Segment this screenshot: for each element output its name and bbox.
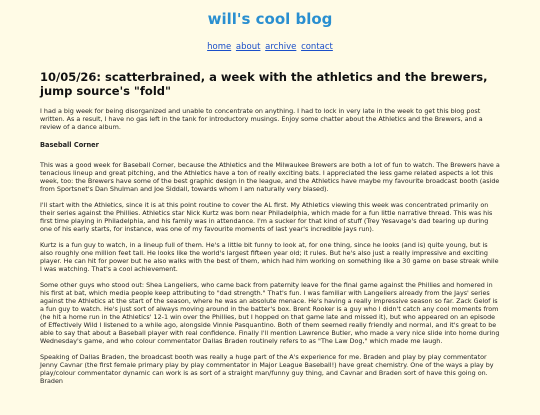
main-nav	[40, 42, 500, 53]
post-title: 10/05/26: scatterbrained, a week with the athletics and the brewers, jump source's "fold"	[40, 70, 488, 98]
post-paragraph-1: This was a good week for Baseball Corner, because the Athletics and the Milwaukee Brewers are both a lot of fun to watch. The Brewers have a tenacious lineup and great pitching, and the Athletics have a ton of really exciting bats. I appreciated the less game related aspects a lot this week, too: the Brewers have some of the best graphic design in the league, and the Athletics have maybe my favourite broadcast booth (aside from Sportsnet's Dan Shulman and Joe Siddall, towards whom I am naturally very biased).	[40, 161, 500, 193]
site-title[interactable]: will's cool blog	[207, 10, 333, 28]
post-paragraph-2: I'll start with the Athletics, since it is at this point routine to cover the AL first. My Athletics viewing this week was concentrated primarily on their series against the Phillies. Athletics star Nick Kurtz was born near Philadelphia, which made for a fun little narrative thread. This was his first time playing in Philadelphia, and his family was in attendance. I'm a sucker for that kind of stuff (Trey Yesavage's dad tearing up during one of his early starts, for instance, was one of my favourite moments of last year's incredible Jays run).	[40, 201, 493, 233]
nav-link-home[interactable]: home	[207, 42, 232, 52]
post-paragraph-5: Speaking of Dallas Braden, the broadcast booth was really a huge part of the A's experience for me. Braden and play by play commentator Jenny Cavnar (the first female primary play by play commentator in Major League Baseball!) have great chemistry. One of the ways a play by play/colour commentator dynamic can work is as sort of a straight man/funny guy thing, and Cavnar and Braden sort of have this going on. Braden	[40, 353, 494, 385]
post-paragraph-4: Some other guys who stood out: Shea Langeliers, who came back from paternity leave for the final game against the Phillies and homered in his first at bat, which media people keep attributing to "dad strength." That's fun. I was familiar with Langeliers already from the Jays' series against the Athletics at the start of the season, where he was an absolute menace. He's having a really impressive season so far. Zack Gelof is a fun guy to watch. He's just sort of always moving around in the batter's box. Brent Rooker is a guy who I didn't catch any cool moments from (he hit a home run in the Athletics' 12-1 win over the Phillies, but I hopped on that game late and missed it), but who appeared on an episode of Effectively Wild I listened to a while ago, alongside Vinnie Pasquantino. Both of them seemed really friendly and normal, and it's great to be able to say that about a Baseball player with real confidence. Finally I'll mention Lawrence Butler, who made a very nice slide into home during Wednesday's game, and who colour commentator Dallas Braden routinely refers to as "The Law Dog," which made me laugh.	[40, 281, 500, 345]
nav-link-about[interactable]: about	[235, 42, 261, 52]
post-paragraph-3: Kurtz is a fun guy to watch, in a lineup full of them. He's a little bit funny to look at, for one thing, since he looks (and is) quite young, but is also roughly one million feet tall. He looks like the world's largest fifteen year old; it rules. But he's also just a really impressive and exciting player. He can hit for power but he also walks with the best of them, which had him working on something like a 30 game on base streak while I was watching. That's a cool achievement.	[40, 241, 499, 273]
section-heading: Baseball Corner	[40, 141, 99, 149]
post-intro: I had a big week for being disorganized and unable to concentrate on anything. I had to lock in very late in the week to get this blog post written. As a result, I have no gas left in the tank for introductory musings. Enjoy some chatter about the Athletics and the Brewers, and a review of a dance album.	[40, 107, 483, 131]
page-container	[40, 10, 500, 385]
nav-link-contact[interactable]: contact	[301, 42, 333, 52]
nav-link-archive[interactable]: archive	[265, 42, 297, 52]
